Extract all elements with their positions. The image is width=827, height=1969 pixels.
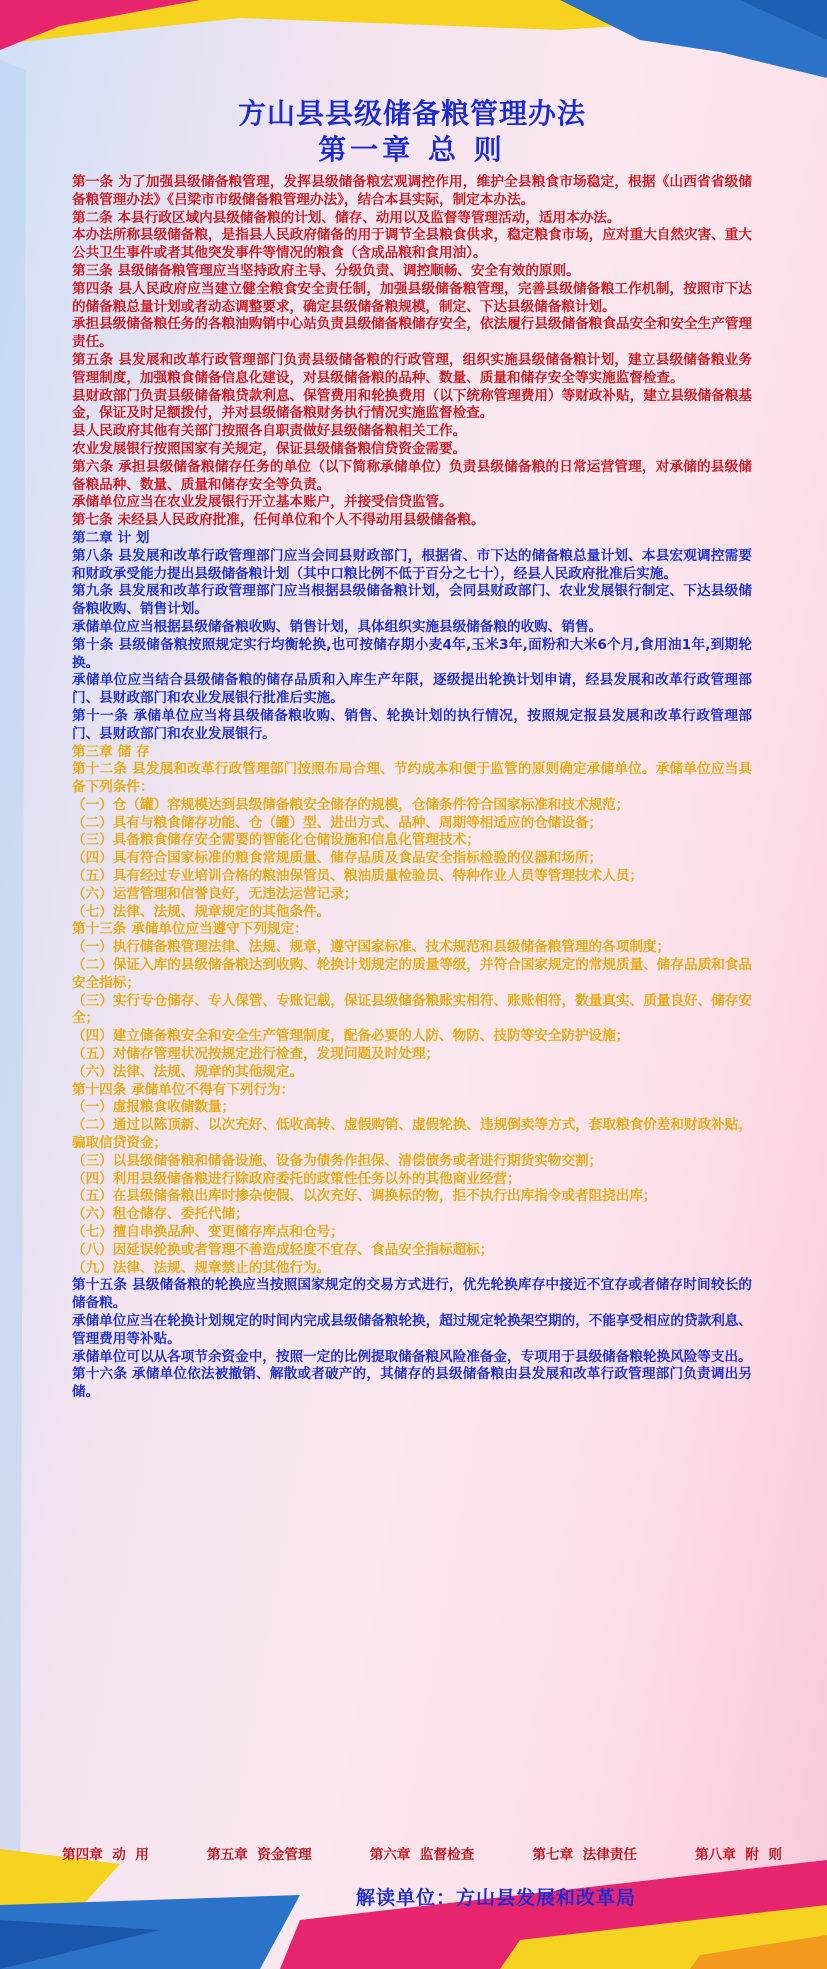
footer-chapter-item: 第七章 法律责任 <box>532 1847 638 1863</box>
article-paragraph: 承储单位应当在轮换计划规定的时间内完成县级储备粮轮换，超过规定轮换架空期的，不能享受相应的贷款利息、管理费用等补贴。 <box>72 1313 752 1347</box>
article-paragraph: 第八条 县发展和改革行政管理部门应当会同县财政部门，根据省、市下达的储备粮总量计划、本县宏观调控需要和财政承受能力提出县级储备粮计划（其中口粮比例不低于百分之七十），经县人民政府批准后实施。 <box>72 547 752 582</box>
article-paragraph: 县财政部门负责县级储备粮贷款利息、保管费用和轮换费用（以下统称管理费用）等财政补贴，建立县级储备粮基金，保证及时足额拨付，并对县级储备粮财务执行情况实施监督检查。 <box>72 387 752 422</box>
footer-chapter-item: 第八章 附 则 <box>695 1847 782 1863</box>
article-paragraph: （七）擅自串换品种、变更储存库点和仓号； <box>72 1224 344 1241</box>
article-paragraph: （三）以县级储备粮和储备设施、设备为债务作担保、清偿债务或者进行期货实物交割； <box>72 1152 603 1169</box>
article-paragraph: 县人民政府其他有关部门按照各自职责做好县级储备粮相关工作。 <box>72 423 467 440</box>
article-paragraph: 第四条 县人民政府应当建立健全粮食安全责任制，加强县级储备粮管理，完善县级储备粮工作机制，按照市下达的储备粮总量计划或者动态调整要求，确定县级储备粮规模，制定、下达县级储备粮计划。 <box>72 280 752 315</box>
article-list <box>72 174 752 1402</box>
article-paragraph: （六）运营管理和信誉良好，无违法运营记录； <box>72 885 358 902</box>
article-paragraph: 承担县级储备粮任务的各粮油购销中心站负责县级储备粮储存安全，依法履行县级储备粮食品安全和安全生产管理责任。 <box>72 316 752 351</box>
article-paragraph: 第二章 计 划 <box>72 529 150 546</box>
article-paragraph: （六）法律、法规、规章的其他规定。 <box>72 1063 304 1080</box>
article-paragraph: （二）通过以陈顶新、以次充好、低收高转、虚假购销、虚假轮换、违规倒卖等方式，套取粮食价差和财政补贴，骗取信贷资金； <box>72 1117 752 1152</box>
article-paragraph: （五）对储存管理状况按规定进行检查，发现问题及时处理； <box>72 1046 440 1063</box>
article-paragraph: （四）具有符合国家标准的粮食常规质量、储存品质及食品安全指标检验的仪器和场所； <box>72 850 603 867</box>
footer-chapter-list <box>62 1843 782 1863</box>
article-paragraph: （五）在县级储备粮出库时掺杂使假、以次充好、调换标的物，拒不执行出库指令或者阻挠出库； <box>72 1188 657 1205</box>
article-paragraph: （九）法律、法规、规章禁止的其他行为。 <box>72 1259 331 1276</box>
article-paragraph: 第三章 储 存 <box>72 743 150 760</box>
article-paragraph: 第一条 为了加强县级储备粮管理，发挥县级储备粮宏观调控作用，维护全县粮食市场稳定，根据《山西省省级储备粮管理办法》《吕梁市市级储备粮管理办法》，结合本县实际，制定本办法。 <box>72 174 752 208</box>
article-paragraph: （一）虚报粮食收储数量； <box>72 1099 236 1116</box>
interpreting-unit: 解读单位：方山县发展和改革局 <box>356 1887 637 1909</box>
article-paragraph: （二）保证入库的县级储备粮达到收购、轮换计划规定的质量等级，并符合国家规定的常规质量、储存品质和食品安全指标； <box>72 957 752 991</box>
article-paragraph: 第十六条 承储单位依法被撤销、解散或者破产的，其储存的县级储备粮由县发展和改革行政管理部门负责调出另储。 <box>72 1366 752 1401</box>
article-paragraph: （六）租仓储存、委托代储； <box>72 1206 249 1223</box>
article-paragraph: 承储单位应当根据县级储备粮收购、销售计划，具体组织实施县级储备粮的收购、销售。 <box>72 618 603 635</box>
article-paragraph: 第七条 未经县人民政府批准，任何单位和个人不得动用县级储备粮。 <box>72 512 485 529</box>
footer-chapter-item: 第五章 资金管理 <box>206 1847 312 1863</box>
document-body <box>72 96 752 1402</box>
article-paragraph: 第六条 承担县级储备粮储存任务的单位（以下简称承储单位）负责县级储备粮的日常运营管理，对承储的县级储备粮品种、数量、质量和储存安全等负责。 <box>72 458 752 493</box>
footer-chapter-item: 第四章 动 用 <box>62 1847 149 1863</box>
article-paragraph: 第十条 县级储备粮按照规定实行均衡轮换,也可按储存期小麦4年,玉米3年,面粉和大米6个月,食用油1年,到期轮换。 <box>72 636 752 671</box>
article-paragraph: （二）具有与粮食储存功能、仓（罐）型、进出方式、品种、周期等相适应的仓储设备； <box>72 814 603 831</box>
article-paragraph: （四）利用县级储备粮进行除政府委托的政策性任务以外的其他商业经营； <box>72 1170 521 1187</box>
chapter-one-heading: 第一章 总 则 <box>318 133 506 166</box>
article-paragraph: 本办法所称县级储备粮，是指县人民政府储备的用于调节全县粮食供求，稳定粮食市场，应对重大自然灾害、重大公共卫生事件或者其他突发事件等情况的粮食（含成品粮和食用油）。 <box>72 227 752 262</box>
document-title: 方山县县级储备粮管理办法 <box>237 97 586 130</box>
article-paragraph: 承储单位应当在农业发展银行开立基本账户，并接受信贷监管。 <box>72 494 453 511</box>
article-paragraph: 第五条 县发展和改革行政管理部门负责县级储备粮的行政管理，组织实施县级储备粮计划，建立县级储备粮业务管理制度，加强粮食储备信息化建设，对县级储备粮的品种、数量、质量和储存安全等实施监督检查。 <box>72 351 752 386</box>
article-paragraph: 承储单位应当结合县级储备粮的储存品质和入库生产年限，逐级提出轮换计划申请，经县发展和改革行政管理部门、县财政部门和农业发展银行批准后实施。 <box>72 672 752 707</box>
article-paragraph: （三）具备粮食储存安全需要的智能化仓储设施和信息化管理技术； <box>72 832 480 849</box>
article-paragraph: 第十一条 承储单位应当将县级储备粮收购、销售、轮换计划的执行情况，按照规定报县发展和改革行政管理部门、县财政部门和农业发展银行。 <box>72 707 752 742</box>
article-paragraph: 承储单位可以从各项节余资金中，按照一定的比例提取储备粮风险准备金，专项用于县级储备粮轮换风险等支出。 <box>72 1348 752 1365</box>
article-paragraph: 第十四条 承储单位不得有下列行为： <box>72 1081 295 1098</box>
article-paragraph: 第十五条 县级储备粮的轮换应当按照国家规定的交易方式进行，优先轮换库存中接近不宜存或者储存时间较长的储备粮。 <box>72 1277 752 1312</box>
article-paragraph: （七）法律、法规、规章规定的其他条件。 <box>72 903 331 920</box>
article-paragraph: （一）仓（罐）容规模达到县级储备粮安全储存的规模，仓储条件符合国家标准和技术规范； <box>72 796 630 813</box>
article-paragraph: （八）因延误轮换或者管理不善造成轻度不宜存、食品安全指标超标； <box>72 1241 494 1258</box>
article-paragraph: 第十二条 县发展和改革行政管理部门按照布局合理、节约成本和便于监管的原则确定承储单位。承储单位应当具备下列条件： <box>72 761 752 796</box>
article-paragraph: 第二条 本县行政区域内县级储备粮的计划、储存、动用以及监督等管理活动，适用本办法。 <box>72 209 621 226</box>
article-paragraph: 第九条 县发展和改革行政管理部门应当根据县级储备粮计划，会同县财政部门、农业发展银行制定、下达县级储备粮收购、销售计划。 <box>72 583 752 618</box>
article-paragraph: 第十三条 承储单位应当遵守下列规定： <box>72 921 308 938</box>
article-paragraph: （三）实行专仓储存、专人保管、专账记载，保证县级储备粮账实相符、账账相符，数量真实、质量良好、储存安全； <box>72 992 752 1027</box>
article-paragraph: （四）建立储备粮安全和安全生产管理制度，配备必要的人防、物防、技防等安全防护设施； <box>72 1028 630 1045</box>
article-paragraph: 第三条 县级储备粮管理应当坚持政府主导、分级负责、调控顺畅、安全有效的原则。 <box>72 262 580 279</box>
footer-chapter-item: 第六章 监督检查 <box>369 1847 475 1863</box>
article-paragraph: （五）具有经过专业培训合格的粮油保管员、粮油质量检验员、特种作业人员等管理技术人员； <box>72 868 643 885</box>
article-paragraph: 农业发展银行按照国家有关规定，保证县级储备粮信贷资金需要。 <box>72 440 467 457</box>
article-paragraph: （一）执行储备粮管理法律、法规、规章，遵守国家标准、技术规范和县级储备粮管理的各项制度； <box>72 939 671 956</box>
